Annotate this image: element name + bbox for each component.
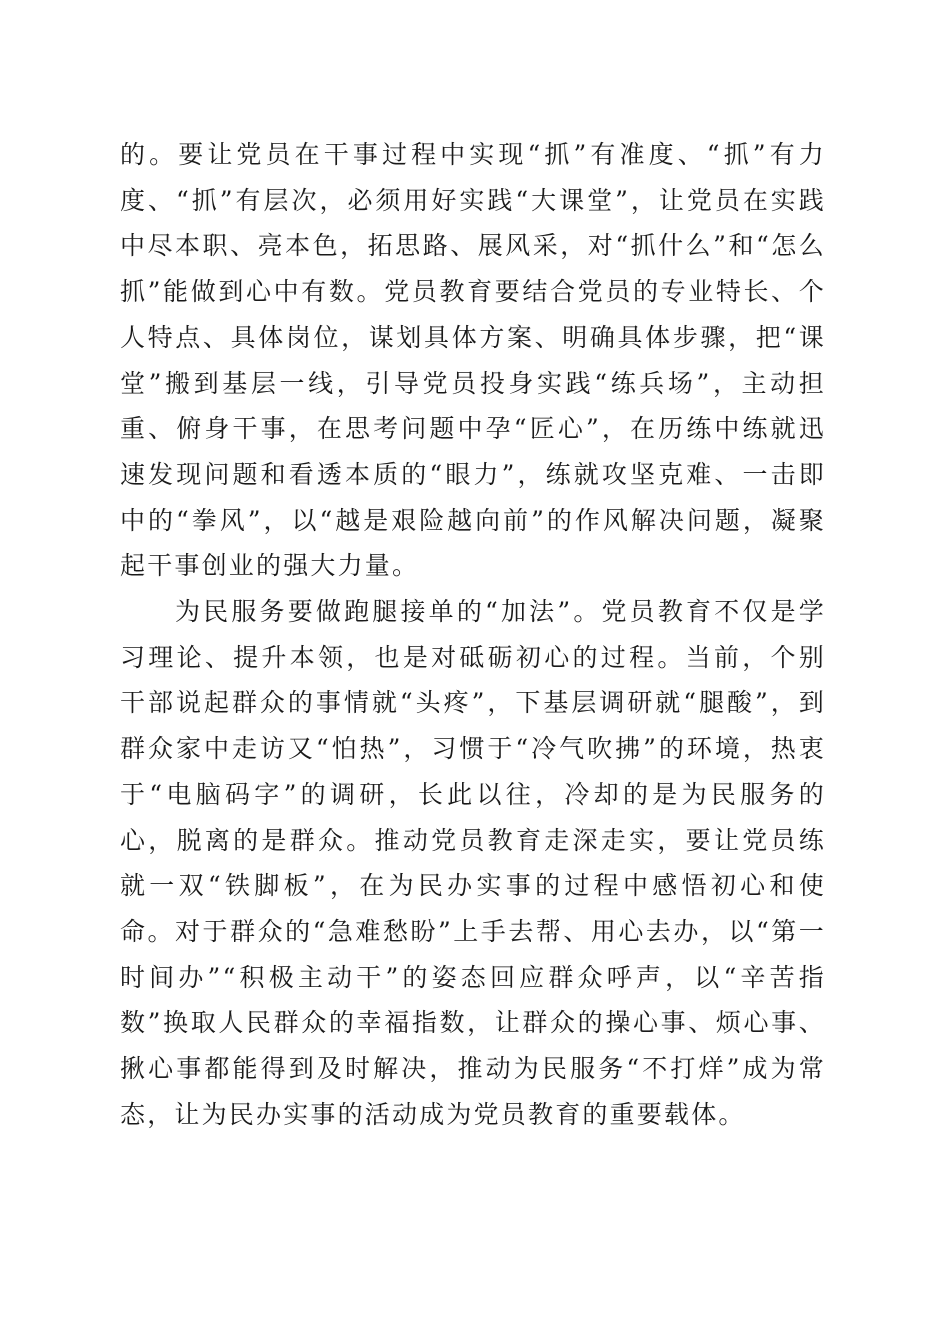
- document-body: [120, 132, 826, 1137]
- paragraph-continuation: 的。要让党员在干事过程中实现“抓”有准度、“抓”有力度、“抓”有层次，必须用好实践“大课堂”，让党员在实践中尽本职、亮本色，拓思路、展风采，对“抓什么”和“怎么抓”能做到心中有数。党员教育要结合党员的专业特长、个人特点、具体岗位，谋划具体方案、明确具体步骤，把“课堂”搬到基层一线，引导党员投身实践“练兵场”，主动担重、俯身干事，在思考问题中孕“匠心”，在历练中练就迅速发现问题和看透本质的“眼力”，练就攻坚克难、一击即中的“拳风”，以“越是艰险越向前”的作风解决问题，凝聚起干事创业的强大力量。: [120, 140, 826, 581]
- paragraph-serve-the-people: 为民服务要做跑腿接单的“加法”。党员教育不仅是学习理论、提升本领，也是对砥砺初心的过程。当前，个别干部说起群众的事情就“头疼”，下基层调研就“腿酸”，到群众家中走访又“怕热”，习惯于“冷气吹拂”的环境，热衷于“电脑码字”的调研，长此以往，冷却的是为民服务的心，脱离的是群众。推动党员教育走深走实，要让党员练就一双“铁脚板”，在为民办实事的过程中感悟初心和使命。对于群众的“急难愁盼”上手去帮、用心去办，以“第一时间办”“积极主动干”的姿态回应群众呼声，以“辛苦指数”换取人民群众的幸福指数，让群众的操心事、烦心事、揪心事都能得到及时解决，推动为民服务“不打烊”成为常态，让为民办实事的活动成为党员教育的重要载体。: [120, 597, 826, 1129]
